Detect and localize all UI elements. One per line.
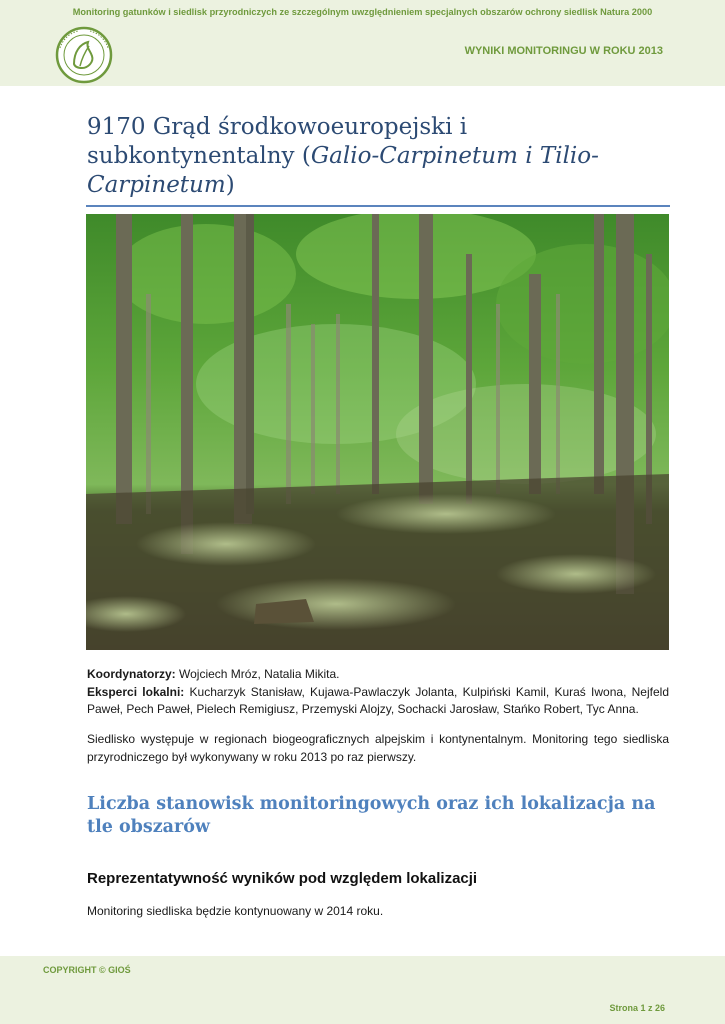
page-number: Strona 1 z 26 bbox=[609, 1003, 665, 1013]
subsection-heading: Reprezentatywność wyników pod względem lokalizacji bbox=[87, 870, 478, 887]
intro-paragraph: Siedlisko występuje w regionach biogeograficznych alpejskim i kontynentalnym. Monitoring tego siedliska przyrodniczego był wykonywany w roku 2013 po raz pierwszy. bbox=[87, 732, 669, 764]
experts-label: Eksperci lokalni: bbox=[87, 684, 185, 699]
subsection-paragraph: Monitoring siedliska będzie kontynuowany w 2014 roku. bbox=[87, 904, 384, 918]
forest-photo bbox=[86, 214, 669, 650]
coordinators-line bbox=[87, 666, 669, 684]
experts-line bbox=[87, 684, 669, 719]
copyright-text: COPYRIGHT © GIOŚ bbox=[43, 965, 131, 975]
header-results-label: WYNIKI MONITORINGU W ROKU 2013 bbox=[464, 45, 663, 57]
gios-logo-icon bbox=[54, 26, 114, 84]
title-divider bbox=[86, 205, 670, 207]
title-latin-name: Galio-Carpinetum i Tilio-Carpinetum bbox=[87, 143, 599, 198]
title-text: 9170 Grąd środkowoeuropejski i subkontynentalny ( bbox=[87, 114, 468, 169]
coordinators-names: Wojciech Mróz, Natalia Mikita. bbox=[175, 667, 340, 681]
page-title bbox=[87, 113, 677, 200]
section-heading: Liczba stanowisk monitoringowych oraz ich lokalizacja na tle obszarów bbox=[87, 794, 656, 837]
experts-names: Kucharzyk Stanisław, Kujawa-Pawlaczyk Jolanta, Kulpiński Kamil, Kuraś Iwona, Nejfeld Paweł, Pech Paweł, Pielech Remigiusz, Przemyski Alojzy, Sochacki Jarosław, Stańko Robert, Tyc Anna. bbox=[87, 684, 669, 716]
header-series-title: Monitoring gatunków i siedlisk przyrodniczych ze szczególnym uwzględnieniem specjalnych obszarów ochrony siedlisk Natura 2000 bbox=[72, 7, 653, 17]
credits-block bbox=[87, 666, 669, 719]
coordinators-label: Koordynatorzy: bbox=[87, 667, 176, 681]
title-close: ) bbox=[225, 172, 235, 198]
